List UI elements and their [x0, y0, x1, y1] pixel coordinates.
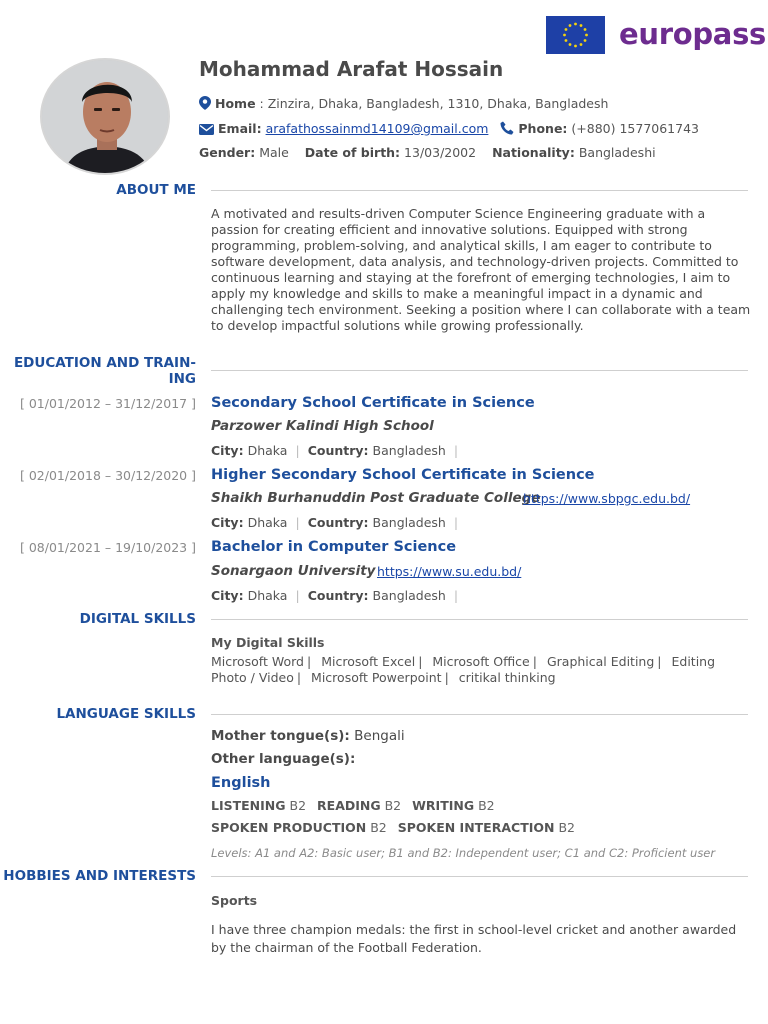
skill-item: Editing Photo / Video: [211, 654, 716, 685]
education-dates: [ 08/01/2021 – 19/10/2023 ]: [20, 540, 196, 555]
location-pin-icon: [199, 96, 211, 113]
mother-tongue-label: Mother tongue(s):: [211, 728, 350, 744]
spoken-production-label: SPOKEN PRODUCTION: [211, 820, 367, 835]
skill-item: Microsoft Excel: [321, 654, 416, 669]
other-languages-line: [211, 751, 355, 767]
country-value: Bangladesh: [372, 443, 446, 458]
mother-tongue-value: Bengali: [354, 728, 405, 744]
phone-number: (+880) 1577061743: [571, 121, 699, 136]
spoken-production-level: B2: [370, 820, 387, 835]
listening-level: B2: [289, 798, 307, 813]
email-icon: [199, 123, 214, 138]
reading-label: READING: [317, 798, 381, 813]
section-title-hobbies: HOBBIES AND INTERESTS: [3, 868, 196, 884]
personal-info-line: [199, 145, 656, 160]
city-label: City:: [211, 588, 244, 603]
eu-star-icon: [574, 23, 577, 26]
spoken-interaction-level: B2: [558, 820, 575, 835]
dob-value: 13/03/2002: [404, 145, 477, 160]
skill-item: critikal thinking: [458, 670, 556, 685]
skill-item: Microsoft Word: [211, 654, 304, 669]
eu-star-icon: [569, 24, 572, 27]
mother-tongue-line: [211, 728, 405, 744]
education-institution: Parzower Kalindi High School: [211, 418, 434, 434]
about-text: A motivated and results-driven Computer Science Engineering graduate with a passion for creating efficient and innovative solutions. Equipped with strong programming, problem-solving, and analytical skills, I am eager to contribute to software development, data analysis, and technology-driven projects. Committed to continuous learning and staying at the forefront of emerging technologies, I aim to apply my knowledge and skills to make a meaningful impact in a dynamic and challenging tech environment. Seeking a position where I can collaborate with a team to develop impactful solutions while growing professionally.: [211, 206, 751, 333]
section-title-education-line1: EDUCATION AND TRAIN-: [13, 355, 196, 371]
gender-value: Male: [259, 145, 289, 160]
eu-star-icon: [584, 28, 587, 31]
city-value: Dhaka: [247, 443, 288, 458]
hobby-description: I have three champion medals: the first in school-level cricket and another awarded by the chairman of the Football Federation.: [211, 922, 737, 955]
education-institution: Sonargaon University: [211, 563, 376, 579]
eu-star-icon: [584, 39, 587, 42]
digital-skills-subtitle: My Digital Skills: [211, 635, 325, 650]
skill-item: Microsoft Powerpoint: [311, 670, 442, 685]
language-levels-row-1: [211, 798, 502, 813]
eu-star-icon: [569, 43, 572, 46]
dob-label: Date of birth:: [304, 145, 401, 160]
europass-wordmark: europass: [619, 17, 766, 51]
section-divider: [211, 190, 748, 191]
city-label: City:: [211, 515, 244, 530]
eu-star-icon: [580, 24, 583, 27]
nationality-label: Nationality:: [492, 145, 575, 160]
writing-label: WRITING: [412, 798, 475, 813]
section-title-education-line2: ING: [168, 371, 196, 387]
europass-logo: [546, 16, 766, 56]
section-divider: [211, 714, 748, 715]
phone-icon: [500, 121, 514, 138]
section-divider: [211, 370, 748, 371]
country-value: Bangladesh: [372, 588, 446, 603]
country-value: Bangladesh: [372, 515, 446, 530]
city-value: Dhaka: [247, 515, 288, 530]
education-degree: Bachelor in Computer Science: [211, 539, 457, 555]
home-line: Home : Zinzira, Dhaka, Bangladesh, 1310, Dhaka, Bangladesh: [199, 96, 608, 113]
listening-label: LISTENING: [211, 798, 286, 813]
section-title-language-skills: LANGUAGE SKILLS: [56, 706, 196, 722]
country-label: Country:: [307, 443, 369, 458]
person-name: Mohammad Arafat Hossain: [199, 57, 504, 81]
city-label: City:: [211, 443, 244, 458]
eu-star-icon: [580, 43, 583, 46]
education-dates: [ 02/01/2018 – 30/12/2020 ]: [20, 468, 196, 483]
email-label: Email:: [218, 121, 262, 136]
language-levels-row-2: [211, 820, 582, 835]
levels-legend: Levels: A1 and A2: Basic user; B1 and B2: Independent user; C1 and C2: Proficient user: [211, 846, 716, 860]
language-name: English: [211, 775, 271, 791]
eu-star-icon: [565, 39, 568, 42]
phone-label: Phone:: [518, 121, 568, 136]
section-title-about: ABOUT ME: [116, 182, 196, 198]
education-institution: Shaikh Burhanuddin Post Graduate College: [211, 490, 541, 506]
home-address: Zinzira, Dhaka, Bangladesh, 1310, Dhaka, Bangladesh: [267, 96, 609, 111]
skill-item: Microsoft Office: [432, 654, 530, 669]
city-value: Dhaka: [247, 588, 288, 603]
home-label: Home: [215, 96, 256, 111]
eu-star-icon: [585, 34, 588, 37]
digital-skills-list: Microsoft Word | Microsoft Excel | Microsoft Office | Graphical Editing | Editing Photo / Video | Microsoft Powerpoint | critikal thinking: [211, 654, 716, 685]
skill-item: Graphical Editing: [546, 654, 655, 669]
section-divider: [211, 619, 748, 620]
education-location: City: Dhaka | Country: Bangladesh |: [211, 588, 459, 603]
country-label: Country:: [307, 515, 369, 530]
avatar: [40, 58, 170, 175]
email-link[interactable]: arafathossainmd14109@gmail.com: [265, 121, 489, 136]
education-location: City: Dhaka | Country: Bangladesh |: [211, 515, 459, 530]
institution-website-link[interactable]: https://www.su.edu.bd/: [377, 564, 522, 579]
education-degree: Secondary School Certificate in Science: [211, 395, 535, 411]
section-divider: [211, 876, 748, 877]
education-dates: [ 01/01/2012 – 31/12/2017 ]: [20, 396, 196, 411]
writing-level: B2: [478, 798, 495, 813]
section-title-digital-skills: DIGITAL SKILLS: [79, 611, 196, 627]
gender-label: Gender:: [199, 145, 256, 160]
spoken-interaction-label: SPOKEN INTERACTION: [397, 820, 555, 835]
reading-level: B2: [384, 798, 402, 813]
section-title-education: [14, 355, 196, 387]
eu-star-icon: [574, 45, 577, 48]
education-degree: Higher Secondary School Certificate in Science: [211, 467, 595, 483]
contact-line: [199, 121, 699, 138]
education-location: City: Dhaka | Country: Bangladesh |: [211, 443, 459, 458]
country-label: Country:: [307, 588, 369, 603]
eu-star-icon: [565, 28, 568, 31]
institution-website-link[interactable]: https://www.sbpgc.edu.bd/: [523, 491, 691, 506]
eu-flag-icon: [546, 16, 605, 54]
nationality-value: Bangladeshi: [578, 145, 656, 160]
other-languages-label: Other language(s):: [211, 751, 356, 767]
hobby-subtitle: Sports: [211, 893, 258, 908]
eu-star-icon: [563, 34, 566, 37]
